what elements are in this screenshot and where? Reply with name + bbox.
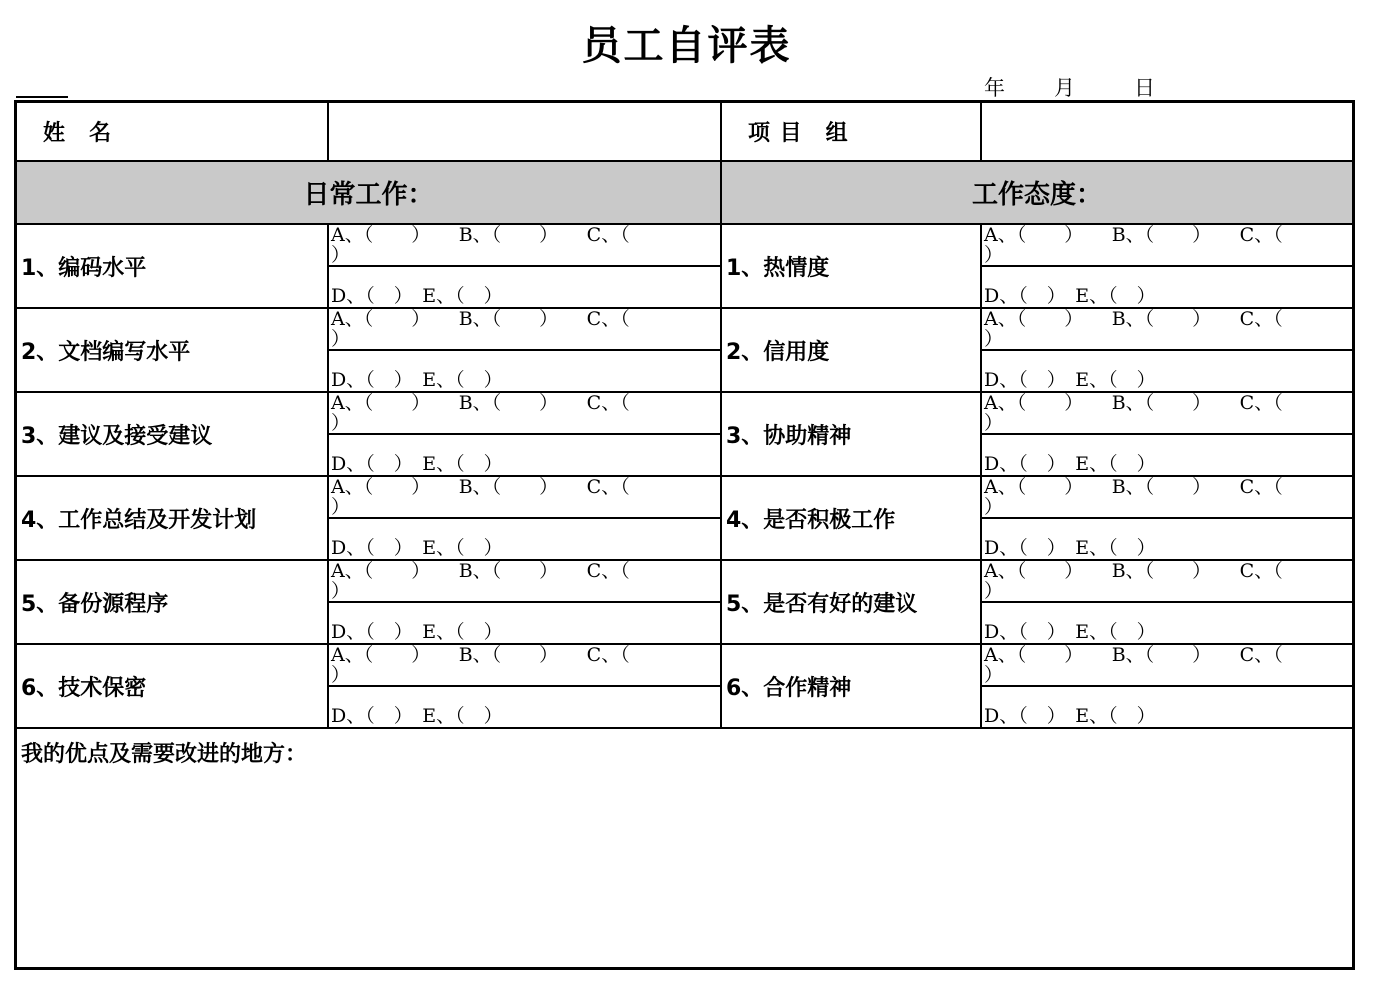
work-attitude-item: 1、热情度 xyxy=(721,224,981,308)
date-month-label: 月 xyxy=(1054,76,1075,100)
work-attitude-options-abc[interactable]: A、（ ） B、（ ） C、（ ） xyxy=(981,224,1353,266)
date-line xyxy=(984,72,1155,102)
work-attitude-item: 2、信用度 xyxy=(721,308,981,392)
work-attitude-options-abc[interactable]: A、（ ） B、（ ） C、（ ） xyxy=(981,560,1353,602)
daily-work-item: 3、建议及接受建议 xyxy=(16,392,328,476)
daily-work-options-de[interactable]: D、（ ） E、（ ） xyxy=(328,686,721,728)
daily-work-options-abc[interactable]: A、（ ） B、（ ） C、（ ） xyxy=(328,644,721,686)
section-daily-work: 日常工作： xyxy=(16,161,721,224)
work-attitude-options-de[interactable]: D、（ ） E、（ ） xyxy=(981,266,1353,308)
name-label: 姓 名 xyxy=(16,101,328,161)
work-attitude-item: 4、是否积极工作 xyxy=(721,476,981,560)
work-attitude-options-abc[interactable]: A、（ ） B、（ ） C、（ ） xyxy=(981,476,1353,518)
daily-work-options-de[interactable]: D、（ ） E、（ ） xyxy=(328,518,721,560)
work-attitude-item: 5、是否有好的建议 xyxy=(721,560,981,644)
daily-work-options-de[interactable]: D、（ ） E、（ ） xyxy=(328,266,721,308)
date-day-label: 日 xyxy=(1134,76,1155,100)
daily-work-options-abc[interactable]: A、（ ） B、（ ） C、（ ） xyxy=(328,476,721,518)
work-attitude-options-de[interactable]: D、（ ） E、（ ） xyxy=(981,350,1353,392)
daily-work-options-abc[interactable]: A、（ ） B、（ ） C、（ ） xyxy=(328,392,721,434)
work-attitude-options-abc[interactable]: A、（ ） B、（ ） C、（ ） xyxy=(981,644,1353,686)
daily-work-options-abc[interactable]: A、（ ） B、（ ） C、（ ） xyxy=(328,308,721,350)
work-attitude-options-abc[interactable]: A、（ ） B、（ ） C、（ ） xyxy=(981,392,1353,434)
work-attitude-options-abc[interactable]: A、（ ） B、（ ） C、（ ） xyxy=(981,308,1353,350)
daily-work-options-de[interactable]: D、（ ） E、（ ） xyxy=(328,434,721,476)
section-work-attitude: 工作态度： xyxy=(721,161,1353,224)
daily-work-item: 4、工作总结及开发计划 xyxy=(16,476,328,560)
project-group-label: 项 目 组 xyxy=(721,101,981,161)
name-field[interactable] xyxy=(328,101,721,161)
work-attitude-options-de[interactable]: D、（ ） E、（ ） xyxy=(981,602,1353,644)
date-year-label: 年 xyxy=(984,76,1005,100)
work-attitude-options-de[interactable]: D、（ ） E、（ ） xyxy=(981,518,1353,560)
work-attitude-options-de[interactable]: D、（ ） E、（ ） xyxy=(981,434,1353,476)
work-attitude-item: 6、合作精神 xyxy=(721,644,981,728)
daily-work-item: 5、备份源程序 xyxy=(16,560,328,644)
corner-rule xyxy=(16,96,68,98)
work-attitude-options-de[interactable]: D、（ ） E、（ ） xyxy=(981,686,1353,728)
daily-work-options-abc[interactable]: A、（ ） B、（ ） C、（ ） xyxy=(328,560,721,602)
work-attitude-item: 3、协助精神 xyxy=(721,392,981,476)
project-group-field[interactable] xyxy=(981,101,1353,161)
strengths-improvements-box[interactable]: 我的优点及需要改进的地方： xyxy=(16,728,1353,968)
daily-work-options-de[interactable]: D、（ ） E、（ ） xyxy=(328,602,721,644)
daily-work-item: 1、编码水平 xyxy=(16,224,328,308)
page-title: 员工自评表 xyxy=(581,23,792,69)
daily-work-item: 2、文档编写水平 xyxy=(16,308,328,392)
daily-work-item: 6、技术保密 xyxy=(16,644,328,728)
daily-work-options-abc[interactable]: A、（ ） B、（ ） C、（ ） xyxy=(328,224,721,266)
daily-work-options-de[interactable]: D、（ ） E、（ ） xyxy=(328,350,721,392)
